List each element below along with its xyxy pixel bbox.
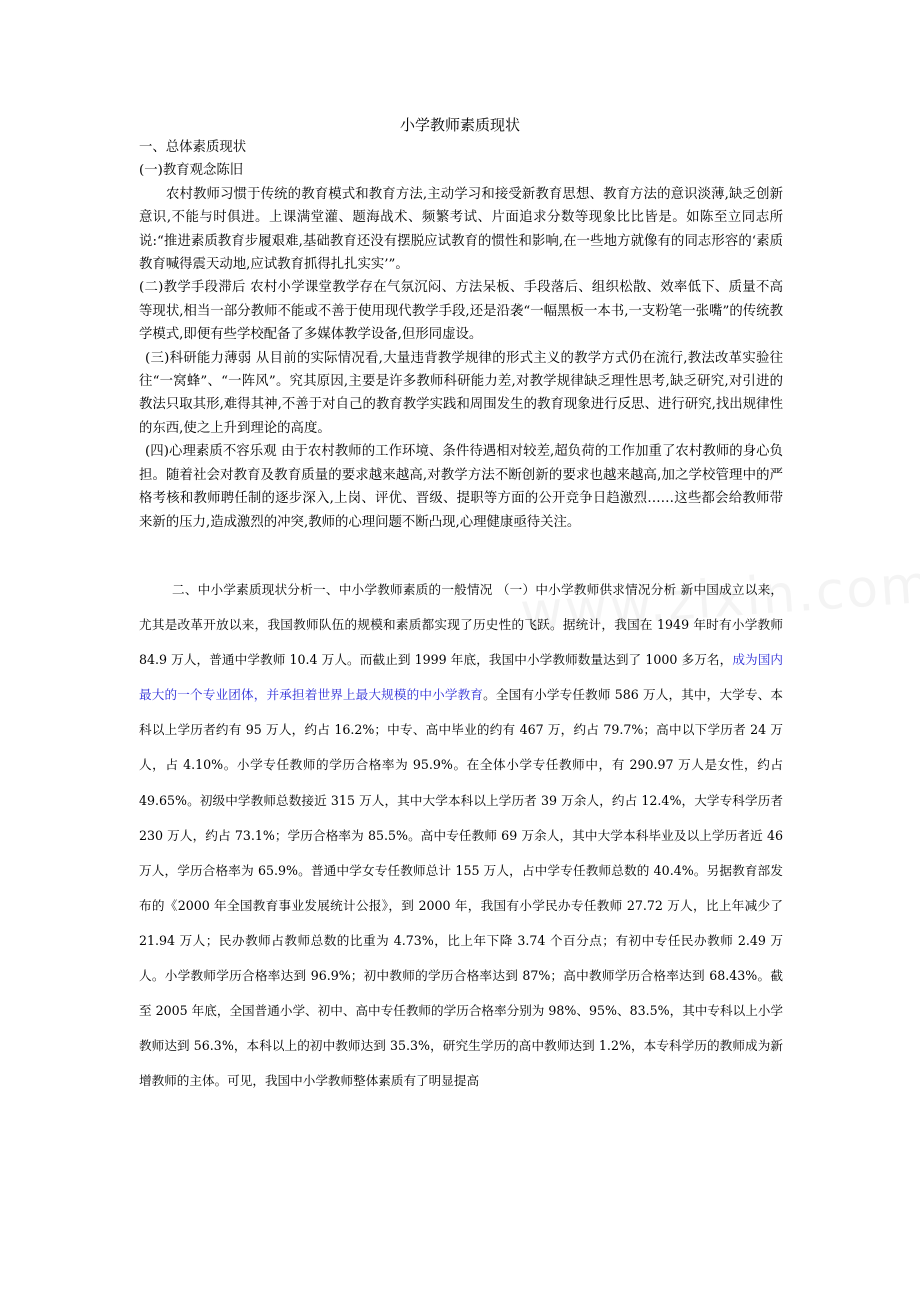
analysis-text: 。全国有小学专任教师 586 万人，其中，大学专、本科以上学历者约有 95 万人，约占 16.2%；中专、高中毕业的约有 467 万，约占 79.7%；高中以下学历者 24 万人，占 4.10%。小学专任教师的学历合格率为 95.9%。在全体小学专任教师中，有 290.97 万人是女性，约占 49.65%。初级中学教师总数接近 315 万人，其中大学本科以上学历者 39 万余人，约占 12.4%，大学专科学历者 230 万人，约占 73.1%；学历合格率为 85.5%。高中专任教师 69 万余人，其中大学本科毕业及以上学历者近 46 万人，学历合格率为 65.9%。普通中学女专任教师总计 155 万人，占中学专任教师总数的 40.4%。另据教育部发布的《2000 年全国教育事业发展统计公报》，到 2000 年，我国有小学民办专任教师 27.72 万人，比上年减少了 21.94 万人；民办教师占教师总数的比重为 4.73%，比上年下降 3.74 个百分点；有初中专任民办教师 2.49 万人。小学教师学历合格率达到 96.9%；初中教师的学历合格率达到 87%；高中教师学历合格率达到 68.43%。截至 2005 年底，全国普通小学、初中、高中专任教师的学历合格率分别为 98%、95%、83.5%，其中专科以上小学教师达到 56.3%，本科以上的初中教师达到 35.3%，研究生学历的高中教师达到 1.2%，本专科学历的教师成为新增教师的主体。可见，我国中小学教师整体素质有了明显提高 <box>139 687 783 1089</box>
highlighted-text: 成为国内最大的一个专业团体，并承担着世界上最大规模的中小学教育 <box>139 652 783 703</box>
item-paragraph: 农村教师习惯于传统的教育模式和教育方法,主动学习和接受新教育思想、教育方法的意识淡薄,缺乏创新意识,不能与时俱进。上课满堂灌、题海战术、频繁考试、片面追求分数等现象比比皆是。如陈至立同志所说:“推进素质教育步履艰难,基础教育还没有摆脱应试教育的惯性和影响,在一些地方就像有的同志形容的‘素质教育喊得震天动地,应试教育抓得扎扎实实’”。 <box>139 186 783 273</box>
item-paragraph: (三)科研能力薄弱 从目前的实际情况看,大量违背教学规律的形式主义的教学方式仍在流行,教法改革实验往往“一窝蜂”、“一阵风”。究其原因,主要是许多教师科研能力差,对教学规律缺乏理性思考,缺乏研究,对引进的教法只取其形,难得其神,不善于对自己的教育教学实践和周围发生的教育现象进行反思、进行研究,找出规律性的东西,使之上升到理论的高度。 <box>139 350 783 436</box>
section-heading: 一、总体素质现状 <box>139 140 247 155</box>
item-paragraph: (二)教学手段滞后 农村小学课堂教学存在气氛沉闷、方法呆板、手段落后、组织松散、效率低下、质量不高等现状,相当一部分教师不能或不善于使用现代教学手段,还是沿袭“一幅黑板一本书,一支粉笔一张嘴”的传统教学模式,即便有些学校配备了多媒体教学设备,但形同虚设。 <box>139 280 783 343</box>
item-heading: (一)教育观念陈旧 <box>139 163 244 179</box>
section-overall-status <box>139 136 783 534</box>
page-title: 小学教师素质现状 <box>399 116 520 134</box>
item-paragraph: (四)心理素质不容乐观 由于农村教师的工作环境、条件待遇相对较差,超负荷的工作加重了农村教师的身心负担。随着社会对教育及教育质量的要求越来越高,对教学方法不断创新的要求也越来越高,加之学校管理中的严格考核和教师聘任制的逐步深入,上岗、评优、晋级、提职等方面的公开竞争日趋激烈……这些都会给教师带来新的压力,造成激烈的冲突,教师的心理问题不断凸现,心理健康亟待关注。 <box>139 444 783 530</box>
analysis-text: 二、中小学素质现状分析一、中小学教师素质的一般情况 （一）中小学教师供求情况分析 新中国成立以来，尤其是改革开放以来，我国教师队伍的规模和素质都实现了历史性的飞跃。据统计，我国在 1949 年时有小学教师 84.9 万人，普通中学教师 10.4 万人。而截止到 1999 年底，我国中小学教师数量达到了 1000 多万名， <box>139 582 783 668</box>
section-analysis-paragraph <box>139 572 783 1098</box>
